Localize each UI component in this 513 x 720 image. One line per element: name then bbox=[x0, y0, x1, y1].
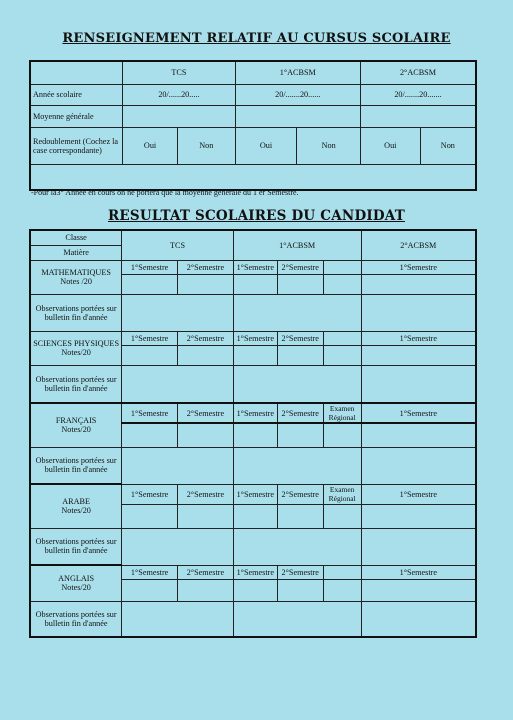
subject-name: ARABE bbox=[62, 497, 90, 507]
en-observations-label: Observations portées sur bulletin fin d'année bbox=[30, 601, 122, 637]
fr-tcs-s2-note[interactable] bbox=[178, 423, 234, 447]
math-tcs-s1-note[interactable] bbox=[122, 274, 178, 294]
checkbox-non-1acbsm[interactable]: Non bbox=[297, 127, 361, 164]
subject-anglais bbox=[30, 565, 122, 601]
ar-1-s1: 1°Semestre bbox=[233, 484, 277, 504]
fr-tcs-s2: 2°Semestre bbox=[178, 403, 234, 423]
pc-obs-1[interactable] bbox=[233, 365, 361, 403]
fr-2-s1-note[interactable] bbox=[361, 423, 476, 447]
moyenne-2acbsm[interactable] bbox=[360, 105, 476, 127]
math-1-s2: 2°Semestre bbox=[277, 260, 323, 274]
pc-1-s2: 2°Semestre bbox=[277, 331, 323, 345]
math-2-s1: 1°Semestre bbox=[361, 260, 476, 274]
pc-tcs-s1-note[interactable] bbox=[122, 345, 178, 365]
note-row bbox=[30, 164, 476, 190]
ar-1-s1-note[interactable] bbox=[233, 504, 277, 528]
subject-name: FRANÇAIS bbox=[55, 416, 97, 426]
fr-1-s2: 2°Semestre bbox=[277, 403, 323, 423]
ar-tcs-s1-note[interactable] bbox=[122, 504, 178, 528]
annee-1acbsm[interactable]: 20/.......20...... bbox=[235, 84, 360, 105]
pc-tcs-s2-note[interactable] bbox=[178, 345, 234, 365]
moyenne-tcs[interactable] bbox=[123, 105, 235, 127]
fr-examen-regional: Examen Régional bbox=[323, 403, 361, 423]
math-1-s2-note[interactable] bbox=[277, 274, 323, 294]
en-tcs-s1-note[interactable] bbox=[122, 579, 178, 601]
fr-2-s1: 1°Semestre bbox=[361, 403, 476, 423]
pc-1-s1-note[interactable] bbox=[233, 345, 277, 365]
en-1-extra-note[interactable] bbox=[323, 579, 361, 601]
fr-tcs-s1-note[interactable] bbox=[122, 423, 178, 447]
subject-notes: Notes /20 bbox=[60, 277, 92, 286]
ar-obs-1[interactable] bbox=[233, 528, 361, 565]
math-1-s1-note[interactable] bbox=[233, 274, 277, 294]
en-obs-2[interactable] bbox=[361, 601, 476, 637]
fr-obs-tcs[interactable] bbox=[122, 447, 234, 484]
pc-observations-label: Observations portées sur bulletin fin d'année bbox=[30, 365, 122, 403]
pc-2-s1: 1°Semestre bbox=[361, 331, 476, 345]
ar-tcs-s2: 2°Semestre bbox=[178, 484, 234, 504]
ar-2-s1: 1°Semestre bbox=[361, 484, 476, 504]
corner-cell bbox=[30, 61, 123, 84]
subject-notes: Notes/20 bbox=[61, 348, 91, 357]
label-annee-scolaire: Année scolaire bbox=[30, 84, 123, 105]
fr-1-s1: 1°Semestre bbox=[233, 403, 277, 423]
label-moyenne-generale: Moyenne générale bbox=[30, 105, 123, 127]
en-tcs-s2: 2°Semestre bbox=[178, 565, 234, 579]
resultats-title: RESULTAT SCOLAIRES DU CANDIDAT bbox=[108, 208, 405, 224]
en-tcs-s2-note[interactable] bbox=[178, 579, 234, 601]
res-header-tcs: TCS bbox=[122, 230, 234, 260]
ar-observations-label: Observations portées sur bulletin fin d'année bbox=[30, 528, 122, 565]
checkbox-non-tcs[interactable]: Non bbox=[177, 127, 235, 164]
subject-arabe bbox=[30, 484, 122, 528]
math-obs-2[interactable] bbox=[361, 294, 476, 331]
pc-obs-tcs[interactable] bbox=[122, 365, 234, 403]
en-2-s1-note[interactable] bbox=[361, 579, 476, 601]
fr-tcs-s1: 1°Semestre bbox=[122, 403, 178, 423]
resultats-table bbox=[29, 229, 477, 638]
math-obs-1[interactable] bbox=[233, 294, 361, 331]
pc-tcs-s1: 1°Semestre bbox=[122, 331, 178, 345]
label-matiere: Matière bbox=[30, 245, 122, 260]
checkbox-oui-1acbsm[interactable]: Oui bbox=[235, 127, 297, 164]
subject-name: SCIENCES PHYSIQUES bbox=[33, 339, 119, 348]
cursus-title: RENSEIGNEMENT RELATIF AU CURSUS SCOLAIRE bbox=[62, 31, 451, 46]
pc-1-extra-note[interactable] bbox=[323, 345, 361, 365]
pc-1-s1: 1°Semestre bbox=[233, 331, 277, 345]
math-tcs-s2-note[interactable] bbox=[178, 274, 234, 294]
checkbox-oui-2acbsm[interactable]: Oui bbox=[360, 127, 420, 164]
pc-tcs-s2: 2°Semestre bbox=[178, 331, 234, 345]
math-tcs-s1: 1°Semestre bbox=[122, 260, 178, 274]
en-tcs-s1: 1°Semestre bbox=[122, 565, 178, 579]
subject-math bbox=[30, 260, 122, 294]
en-1-s1-note[interactable] bbox=[233, 579, 277, 601]
en-1-s2: 2°Semestre bbox=[277, 565, 323, 579]
res-header-2acbsm: 2°ACBSM bbox=[361, 230, 476, 260]
annee-2acbsm[interactable]: 20/.......20....... bbox=[360, 84, 476, 105]
fr-obs-2[interactable] bbox=[361, 447, 476, 484]
pc-1-s2-note[interactable] bbox=[277, 345, 323, 365]
ar-1-s2-note[interactable] bbox=[277, 504, 323, 528]
checkbox-non-2acbsm[interactable]: Non bbox=[420, 127, 476, 164]
res-header-1acbsm: 1°ACBSM bbox=[233, 230, 361, 260]
subject-notes: Notes/20 bbox=[61, 506, 91, 516]
pc-1-extra bbox=[323, 331, 361, 345]
math-tcs-s2: 2°Semestre bbox=[178, 260, 234, 274]
label-classe: Classe bbox=[30, 230, 122, 245]
annee-tcs[interactable]: 20/......20..... bbox=[123, 84, 235, 105]
checkbox-oui-tcs[interactable]: Oui bbox=[123, 127, 178, 164]
subject-notes: Notes/20 bbox=[61, 583, 91, 593]
pc-2-s1-note[interactable] bbox=[361, 345, 476, 365]
ar-1-s2: 2°Semestre bbox=[277, 484, 323, 504]
math-obs-tcs[interactable] bbox=[122, 294, 234, 331]
subject-notes: Notes/20 bbox=[61, 425, 91, 435]
fr-1-s2-note[interactable] bbox=[277, 423, 323, 447]
subject-physique bbox=[30, 331, 122, 365]
ar-tcs-s2-note[interactable] bbox=[178, 504, 234, 528]
header-tcs: TCS bbox=[123, 61, 235, 84]
math-1-extra bbox=[323, 260, 361, 274]
header-2acbsm: 2°ACBSM bbox=[360, 61, 476, 84]
cursus-table bbox=[29, 60, 477, 191]
en-obs-1[interactable] bbox=[233, 601, 361, 637]
header-1acbsm: 1°ACBSM bbox=[235, 61, 360, 84]
ar-2-s1-note[interactable] bbox=[361, 504, 476, 528]
math-1-s1: 1°Semestre bbox=[233, 260, 277, 274]
ar-examen-note[interactable] bbox=[323, 504, 361, 528]
en-2-s1: 1°Semestre bbox=[361, 565, 476, 579]
pc-obs-2[interactable] bbox=[361, 365, 476, 403]
math-1-extra-note[interactable] bbox=[323, 274, 361, 294]
math-observations-label: Observations portées sur bulletin fin d'année bbox=[30, 294, 122, 331]
fr-observations-label: Observations portées sur bulletin fin d'année bbox=[30, 447, 122, 484]
en-obs-tcs[interactable] bbox=[122, 601, 234, 637]
fr-examen-note[interactable] bbox=[323, 423, 361, 447]
math-2-s1-note[interactable] bbox=[361, 274, 476, 294]
fr-obs-1[interactable] bbox=[233, 447, 361, 484]
ar-tcs-s1: 1°Semestre bbox=[122, 484, 178, 504]
label-redoublement: Redoublement (Cochez la case correspondante) bbox=[30, 127, 123, 164]
note-text: -Pour la3° Année en cours on ne portera que la moyenne générale du 1 er Semestre. bbox=[31, 188, 299, 197]
en-1-s2-note[interactable] bbox=[277, 579, 323, 601]
subject-name: ANGLAIS bbox=[58, 574, 95, 584]
ar-obs-2[interactable] bbox=[361, 528, 476, 565]
ar-obs-tcs[interactable] bbox=[122, 528, 234, 565]
moyenne-1acbsm[interactable] bbox=[235, 105, 360, 127]
subject-francais bbox=[30, 403, 122, 447]
en-1-s1: 1°Semestre bbox=[233, 565, 277, 579]
fr-1-s1-note[interactable] bbox=[233, 423, 277, 447]
en-1-extra bbox=[323, 565, 361, 579]
subject-name: MATHEMATIQUES bbox=[41, 268, 111, 277]
ar-examen-regional: Examen Régional bbox=[323, 484, 361, 504]
